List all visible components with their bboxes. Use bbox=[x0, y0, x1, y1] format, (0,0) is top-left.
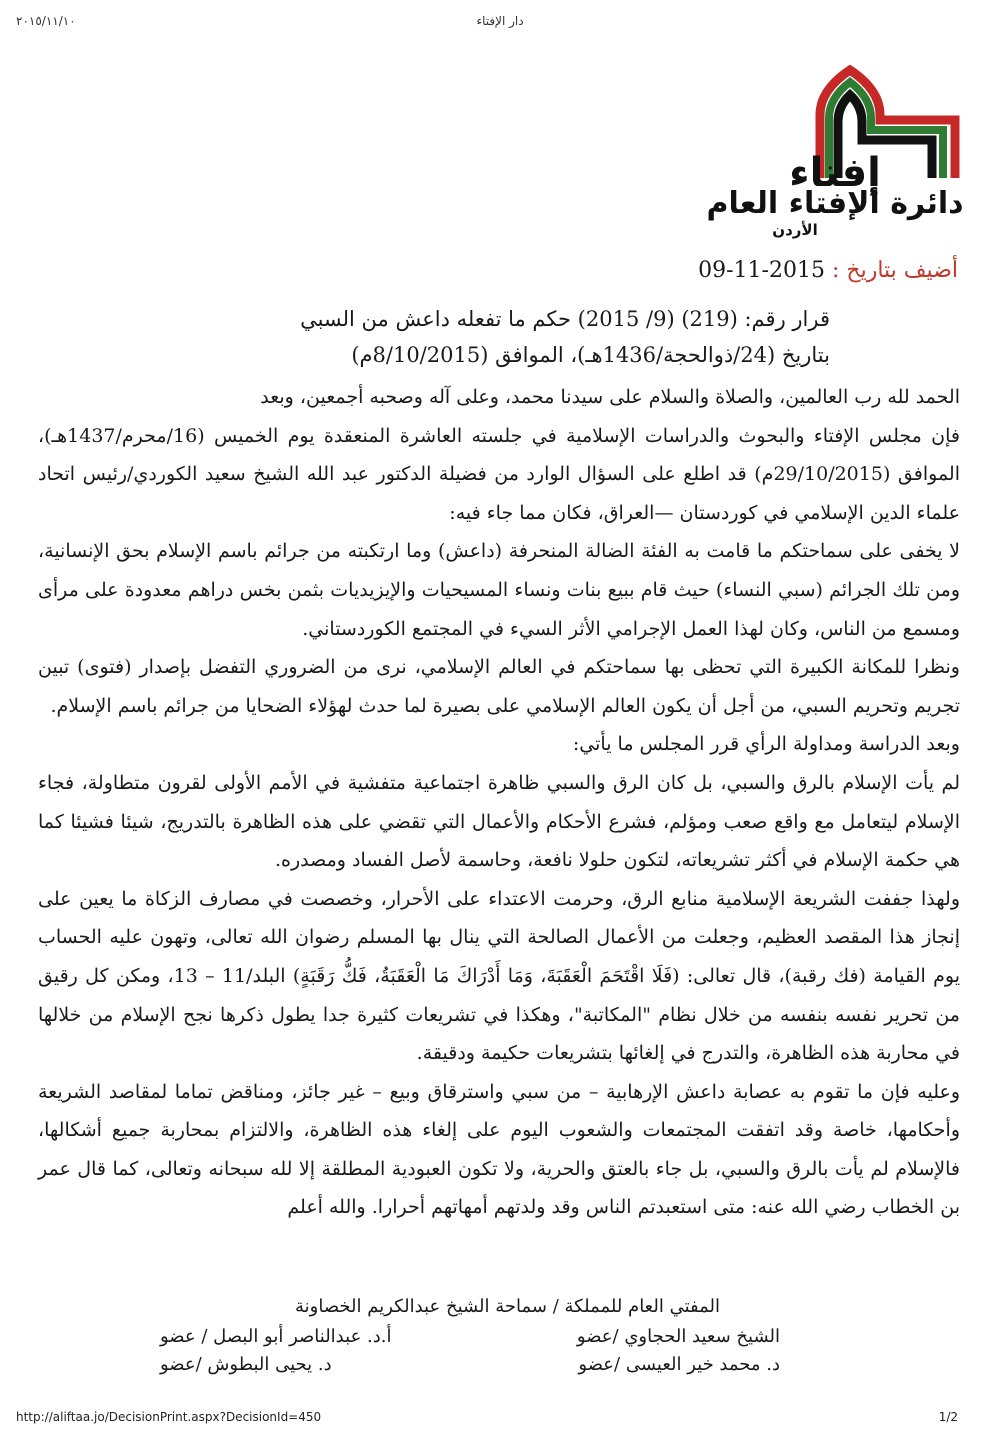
logo-country: الأردن bbox=[772, 221, 818, 239]
print-date: ٢٠١٥/١١/١٠ bbox=[16, 14, 76, 28]
site-name: دار الإفتاء bbox=[476, 14, 524, 28]
decision-body bbox=[38, 378, 960, 1227]
body-paragraph: لم يأت الإسلام بالرق والسبي، بل كان الرق والسبي ظاهرة اجتماعية متفشية في الأمم الأولى لقرون متطاولة، فجاء الإسلام ليتعامل مع واقع صعب ومؤلم، فشرع الأحكام والأعمال التي تقضي على هذه الظاهرة بالتدريج، شيئا فشيئا كما هي حكمة الإسلام في أكثر تشريعاته، لتكون حلولا نافعة، وحاسمة لأصل الفساد ومصدره. bbox=[38, 771, 960, 872]
logo-line: دائرة الإفتاء العام bbox=[706, 186, 964, 221]
body-paragraph: وعليه فإن ما تقوم به عصابة داعش الإرهابية – من سبي واسترقاق وبيع – غير جائز، ومناقض تماما لمقاصد الشريعة وأحكامها، خاصة وقد اتفقت المجتمعات والشعوب اليوم على إلغاء هذه الظاهرة، والالتزام بمحاربة جميع أشكالها، فالإسلام لم يأت بالرق والسبي، بل جاء بالعتق والحرية، ولا تكون العبودية المطلقة إلا لله سبحانه وتعالى، كما قال عمر بن الخطاب رضي الله عنه: متى استعبدتم الناس وقد ولدتهم أمهاتهم أحرارا. والله أعلم bbox=[38, 1080, 960, 1219]
body-paragraph: لا يخفى على سماحتكم ما قامت به الفئة الضالة المنحرفة (داعش) وما ارتكبته من جرائم باسم الإسلام بحق الإنسانية، ومن تلك الجرائم (سبي النساء) حيث قام ببيع بنات ونساء المسيحيات والإيزيديات بثمن بخس دراهم معدودة على مرأى ومسمع من الناس، وكان لهذا العمل الإجرامي الأثر السيء في المجتمع الكوردستاني. bbox=[38, 540, 960, 640]
signature-mufti: المفتي العام للمملكة / سماحة الشيخ عبدالكريم الخصاونة bbox=[294, 1296, 720, 1317]
body-paragraph: فإن مجلس الإفتاء والبحوث والدراسات الإسلامية في جلسته العاشرة المنعقدة يوم الخميس (16/محرم/1437هـ)، الموافق (29/10/2015م) قد اطلع على السؤال الوارد من فضيلة الدكتور عبد الله الشيخ سعيد الكوردي/رئيس اتحاد علماء الدين الإسلامي في كوردستان —العراق، فكان مما جاء فيه: bbox=[38, 424, 960, 524]
logo-word: إفتاء bbox=[789, 150, 881, 196]
body-paragraph: وبعد الدراسة ومداولة الرأي قرر المجلس ما يأتي: bbox=[572, 733, 960, 756]
signature-member: د. يحيى البطوش /عضو bbox=[160, 1354, 332, 1375]
page-number: 1/2 bbox=[938, 1410, 958, 1424]
footer-url: http://aliftaa.jo/DecisionPrint.aspx?DecisionId=450 bbox=[16, 1410, 322, 1424]
decision-title: قرار رقم: (219) (9/ 2015) حكم ما تفعله داعش من السبي bbox=[300, 307, 830, 331]
signature-member: أ.د. عبدالناصر أبو البصل / عضو bbox=[160, 1326, 392, 1347]
added-label: أضيف بتاريخ : bbox=[831, 258, 958, 283]
added-date-line bbox=[698, 258, 958, 283]
body-paragraph: ونظرا للمكانة الكبيرة التي تحظى بها سماحتكم في العالم الإسلامي، نرى من الضروري التفضل بإصدار (فتوى) تبين تجريم وتحريم السبي، من أجل أن يكون العالم الإسلامي على بصيرة لما حدث لهؤلاء الضحايا من جرائم باسم الإسلام. bbox=[38, 656, 960, 717]
body-paragraph: ولهذا جففت الشريعة الإسلامية منابع الرق، وحرمت الاعتداء على الأحرار، وخصصت في مصارف الزكاة ما يعين على إنجاز هذا المقصد العظيم، وجعلت من الأعمال الصالحة التي ينال بها المسلم رضوان الله تعالى، وتهون عليه الحساب يوم القيامة (فك رقبة)، قال تعالى: (فَلَا اقْتَحَمَ الْعَقَبَةَ، وَمَا أَدْرَاكَ مَا الْعَقَبَةُ، فَكُّ رَقَبَةٍ) البلد/11 – 13، ومكن كل رقيق من تحرير نفسه بنفسه من خلال نظام "المكاتبة"، وهكذا في تشريعات كثيرة جدا يطول ذكرها نجح الإسلام من خلالها في محاربة هذه الظاهرة، والتدرج في إلغائها بتشريعات حكيمة ودقيقة. bbox=[38, 887, 960, 1065]
decision-date-line: بتاريخ (24/ذوالحجة/1436هـ)، الموافق (8/10/2015م) bbox=[351, 343, 830, 367]
body-paragraph: الحمد لله رب العالمين، والصلاة والسلام على سيدنا محمد، وعلى آله وصحبه أجمعين، وبعد bbox=[260, 386, 960, 408]
added-date: 2015-11-09 bbox=[698, 258, 825, 283]
signature-member: د. محمد خير العيسى /عضو bbox=[578, 1354, 780, 1375]
signature-member: الشيخ سعيد الحجاوي /عضو bbox=[576, 1326, 780, 1347]
